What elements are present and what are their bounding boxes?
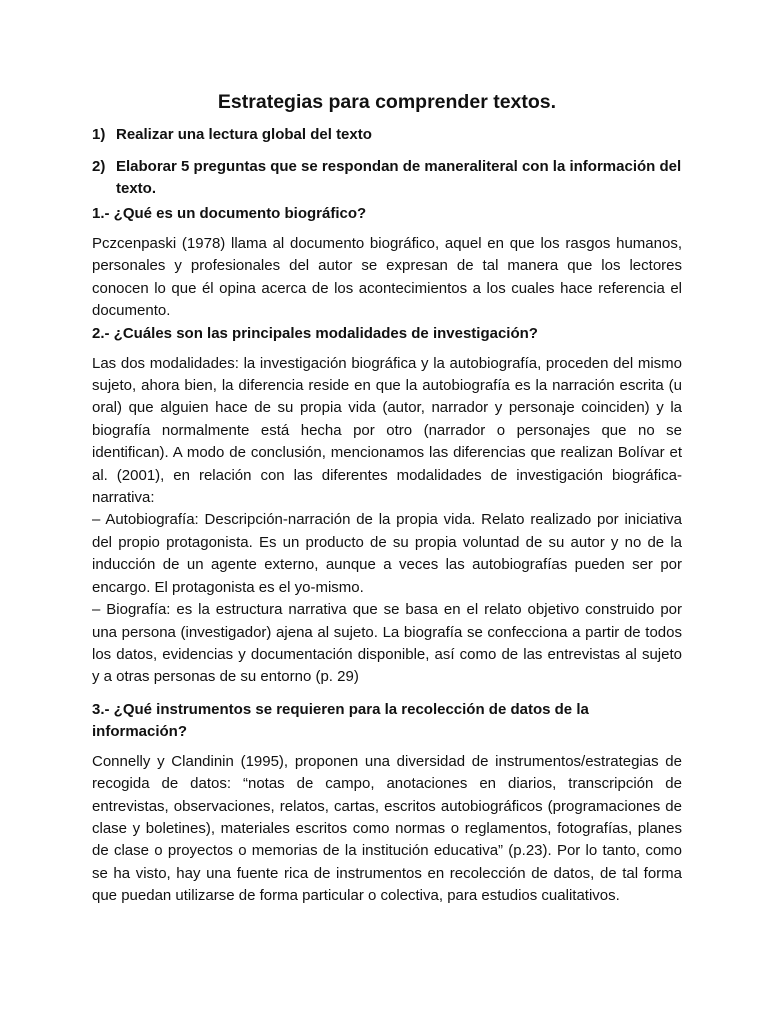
section-answer — [92, 233, 682, 323]
answer-paragraph: Las dos modalidades: la investigación biográfica y la autobiografía, proceden del mismo sujeto, ahora bien, la diferencia reside en que la autobiografía es la narración escrita (u oral) que alguien hace de su propia vida (autor, narrador y personaje coinciden) y la biografía normalmente está hecha por otro (narrador o personajes que no se identifican). A modo de conclusión, mencionamos las diferencias que realizan Bolívar et al. (2001), en relación con las diferentes modalidades de investigación biográfica-narrativa: — [92, 354, 682, 507]
list-item — [92, 124, 682, 146]
answer-paragraph-biografia: – Biografía: es la estructura narrativa que se basa en el relato objetivo construido por una persona (investigador) ajena al sujeto. La biografía se confecciona a partir de todos los datos, evidencias y documentación disponible, así como de las entrevistas al sujeto y a otras personas de su entorno (p. 29) — [92, 601, 682, 686]
section-modalidades — [92, 323, 682, 689]
answer-paragraph-autobiografia: – Autobiografía: Descripción-narración de la propia vida. Relato realizado por iniciativa del propio protagonista. Es un producto de su propia voluntad de su autor y no de la inducción de un agente externo, aunque a veces las autobiografías pueden ser por encargo. El protagonista es el yo-mismo. — [92, 511, 682, 596]
section-question: 2.- ¿Cuáles son las principales modalidades de investigación? — [92, 324, 538, 342]
step-number: 2) — [92, 158, 106, 175]
step-text: Elaborar 5 preguntas que se respondan de maneraliteral con la información del texto. — [116, 158, 682, 197]
section-instrumentos — [92, 699, 682, 908]
list-item — [92, 156, 682, 200]
section-documento-biografico — [92, 203, 682, 323]
section-question: 3.- ¿Qué instrumentos se requieren para la recolección de datos de la información? — [92, 700, 589, 740]
answer-paragraph: Connelly y Clandinin (1995), proponen una diversidad de instrumentos/estrategias de recogida de datos: “notas de campo, anotaciones en diarios, transcripción de entrevistas, observaciones, relatos, cartas, escritos autobiográficos (programaciones de clase y boletines), materiales escritos como normas o reglamentos, fotografías, planes de clase o proyectos o memorias de la institución educativa” (p.23). Por lo tanto, como se ha visto, hay una fuente rica de instrumentos en recolección de datos, de tal forma que puedan utilizarse de forma particular o colectiva, para estudios cualitativos. — [92, 752, 682, 905]
section-question: 1.- ¿Qué es un documento biográfico? — [92, 205, 367, 222]
step-number: 1) — [92, 126, 106, 143]
step-text: Realizar una lectura global del texto — [116, 126, 372, 143]
section-answer — [92, 751, 682, 908]
steps-list — [92, 124, 682, 200]
document-title: Estrategias para comprender textos. — [217, 91, 557, 113]
section-answer — [92, 353, 682, 689]
document-page — [92, 88, 682, 908]
answer-paragraph: Pczcenpaski (1978) llama al documento biográfico, aquel en que los rasgos humanos, personales y profesionales del autor se expresan de tal manera que los lectores conocen lo que él opina acerca de los acontecimientos a los cuales hace referencia el documento. — [92, 235, 682, 320]
